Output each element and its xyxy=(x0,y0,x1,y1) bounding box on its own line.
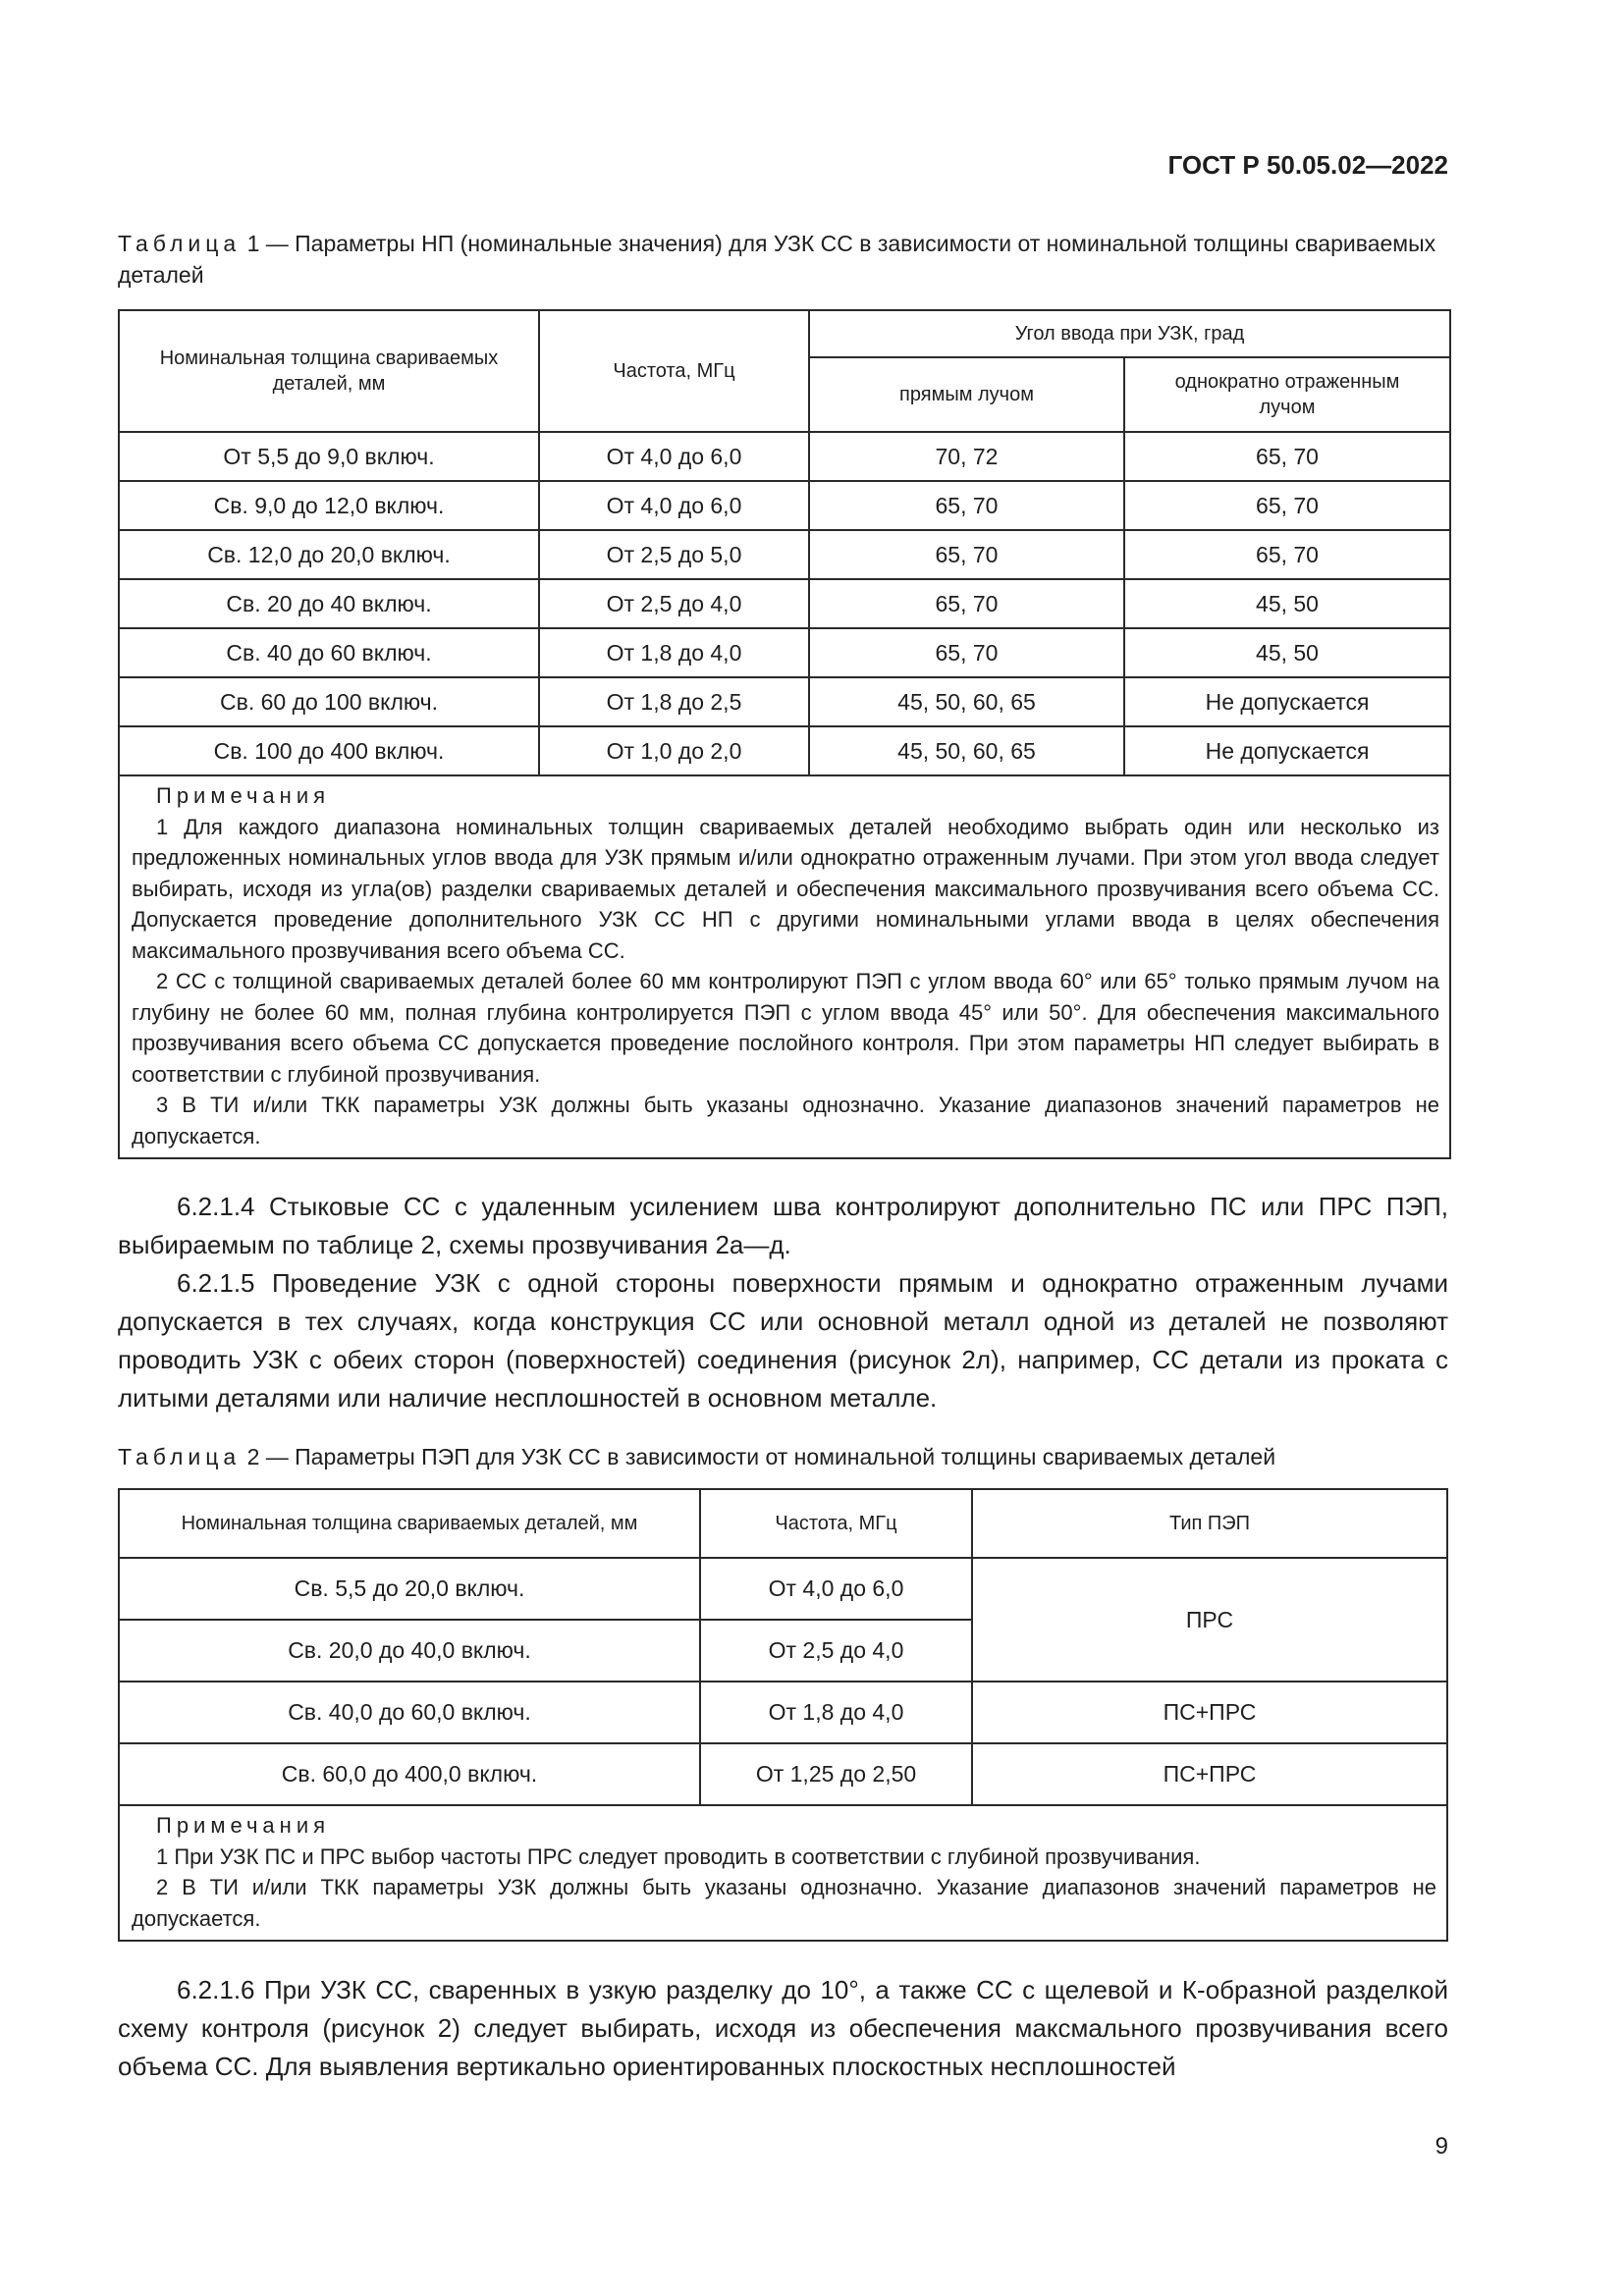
page-number: 9 xyxy=(1435,2133,1448,2160)
table-row xyxy=(119,726,1450,775)
table-cell: 65, 70 xyxy=(1124,530,1450,579)
table-cell: От 5,5 до 9,0 включ. xyxy=(119,432,539,481)
body-text-block-1 xyxy=(118,1188,1448,1417)
table2-notes-title: Примечания xyxy=(156,1813,331,1838)
table1-notes-title: Примечания xyxy=(156,783,331,808)
document-header: ГОСТ Р 50.05.02—2022 xyxy=(1167,150,1448,180)
table-row xyxy=(119,1682,1447,1743)
table2-title: 2 — Параметры ПЭП для УЗК СС в зависимости от номинальной толщины свариваемых деталей xyxy=(241,1444,1276,1469)
table-cell: От 1,8 до 4,0 xyxy=(539,628,809,677)
table-cell: 65, 70 xyxy=(1124,481,1450,530)
table-cell: От 1,8 до 4,0 xyxy=(700,1682,972,1743)
table-row xyxy=(119,579,1450,628)
table-cell: Св. 5,5 до 20,0 включ. xyxy=(119,1558,700,1620)
table2-note-2: 2 В ТИ и/или ТКК параметры УЗК должны быть указаны однозначно. Указание диапазонов значений параметров не допускается. xyxy=(132,1875,1436,1931)
paragraph-6-2-1-4: 6.2.1.4 Стыковые СС с удаленным усилением шва контролируют дополнительно ПС или ПРС ПЭП, выбираемым по таблице 2, схемы прозвучивания 2а—д. xyxy=(118,1192,1448,1259)
table-cell: От 4,0 до 6,0 xyxy=(700,1558,972,1620)
table-cell: Св. 20 до 40 включ. xyxy=(119,579,539,628)
table-cell: ПРС xyxy=(972,1558,1447,1682)
table-row xyxy=(119,432,1450,481)
table-cell: 65, 70 xyxy=(1124,432,1450,481)
table-cell: 45, 50, 60, 65 xyxy=(809,677,1124,726)
table1-title: 1 — Параметры НП (номинальные значения) для УЗК СС в зависимости от номинальной толщины свариваемых деталей xyxy=(118,231,1436,288)
table-cell: 45, 50, 60, 65 xyxy=(809,726,1124,775)
table-cell: От 1,25 до 2,50 xyxy=(700,1743,972,1805)
table-cell: ПС+ПРС xyxy=(972,1743,1447,1805)
table-row xyxy=(119,530,1450,579)
table1-note-1: 1 Для каждого диапазона номинальных толщин свариваемых деталей необходимо выбрать один или несколько из предложенных номинальных углов ввода для УЗК прямым и/или однократно отраженным лучами. При этом угол ввода следует выбирать, исходя из угла(ов) разделки свариваемых деталей и обеспечения максимального прозвучивания всего объема СС. Допускается проведение дополнительного УЗК СС НП с другими номинальными углами ввода в целях обеспечения максимального прозвучивания всего объема СС. xyxy=(132,814,1440,963)
table-cell: От 2,5 до 4,0 xyxy=(539,579,809,628)
paragraph-6-2-1-5: 6.2.1.5 Проведение УЗК с одной стороны поверхности прямым и однократно отраженным лучами допускается в тех случаях, когда конструкция СС или основной металл одной из деталей не позволяют проводить УЗК с обеих сторон (поверхностей) соединения (рисунок 2л), например, СС детали из проката с литыми деталями или наличие несплошностей в основном металле. xyxy=(118,1268,1448,1413)
table2-note-1: 1 При УЗК ПС и ПРС выбор частоты ПРС следует проводить в соответствии с глубиной прозвучивания. xyxy=(156,1843,1201,1869)
table-cell: Св. 60,0 до 400,0 включ. xyxy=(119,1743,700,1805)
table-cell: 45, 50 xyxy=(1124,579,1450,628)
table-cell: Не допускается xyxy=(1124,677,1450,726)
table-cell: Св. 60 до 100 включ. xyxy=(119,677,539,726)
table-cell: 70, 72 xyxy=(809,432,1124,481)
table1 xyxy=(118,309,1451,1159)
table-cell: 65, 70 xyxy=(809,579,1124,628)
table-cell: ПС+ПРС xyxy=(972,1682,1447,1743)
table-cell: 65, 70 xyxy=(809,628,1124,677)
table1-label: Таблица xyxy=(118,231,242,256)
table1-header-angle: Угол ввода при УЗК, град xyxy=(809,310,1450,357)
table-cell: От 4,0 до 6,0 xyxy=(539,432,809,481)
table-row xyxy=(119,677,1450,726)
table1-header-frequency: Частота, МГц xyxy=(539,310,809,432)
body-text-block-2 xyxy=(118,1971,1448,2086)
table1-caption xyxy=(118,228,1448,291)
table2-header-thickness: Номинальная толщина свариваемых деталей, мм xyxy=(119,1489,700,1558)
table-cell: Св. 20,0 до 40,0 включ. xyxy=(119,1620,700,1682)
table1-note-2: 2 СС с толщиной свариваемых деталей более 60 мм контролируют ПЭП с углом ввода 60° или 65° только прямым лучом на глубину не более 60 мм, полная глубина контролируется ПЭП с углом ввода 45° или 50°. Для обеспечения максимального прозвучивания всего объема СС допускается проведение послойного контроля. При этом параметры НП следует выбирать в соответствии с глубиной прозвучивания. xyxy=(132,969,1440,1087)
table-row xyxy=(119,1558,1447,1620)
table1-header-direct: прямым лучом xyxy=(809,357,1124,432)
table1-notes xyxy=(119,775,1450,1158)
table-row xyxy=(119,1743,1447,1805)
table2-label: Таблица xyxy=(118,1444,242,1469)
table2-header-frequency: Частота, МГц xyxy=(700,1489,972,1558)
table-row xyxy=(119,481,1450,530)
table2 xyxy=(118,1488,1448,1942)
table2-notes xyxy=(119,1805,1447,1941)
table-row xyxy=(119,628,1450,677)
table-cell: Св. 100 до 400 включ. xyxy=(119,726,539,775)
table-cell: Св. 40 до 60 включ. xyxy=(119,628,539,677)
table-cell: От 4,0 до 6,0 xyxy=(539,481,809,530)
table1-note-3: 3 В ТИ и/или ТКК параметры УЗК должны быть указаны однозначно. Указание диапазонов значений параметров не допускается. xyxy=(132,1093,1440,1148)
table-cell: От 1,0 до 2,0 xyxy=(539,726,809,775)
table2-caption xyxy=(118,1441,1448,1472)
table-cell: Св. 40,0 до 60,0 включ. xyxy=(119,1682,700,1743)
table1-header-thickness: Номинальная толщина свариваемых деталей, мм xyxy=(119,310,539,432)
paragraph-6-2-1-6: 6.2.1.6 При УЗК СС, сваренных в узкую разделку до 10°, а также СС с щелевой и К-образной разделкой схему контроля (рисунок 2) следует выбирать, исходя из обеспечения максмального прозвучивания всего объема СС. Для выявления вертикально ориентированных плоскостных несплошностей xyxy=(118,1975,1448,2081)
table-cell: Св. 12,0 до 20,0 включ. xyxy=(119,530,539,579)
table-cell: Не допускается xyxy=(1124,726,1450,775)
table-cell: От 1,8 до 2,5 xyxy=(539,677,809,726)
table-cell: От 2,5 до 5,0 xyxy=(539,530,809,579)
table2-header-type: Тип ПЭП xyxy=(972,1489,1447,1558)
table-cell: Св. 9,0 до 12,0 включ. xyxy=(119,481,539,530)
table-cell: 65, 70 xyxy=(809,530,1124,579)
table-cell: От 2,5 до 4,0 xyxy=(700,1620,972,1682)
table-cell: 65, 70 xyxy=(809,481,1124,530)
table1-header-reflected: однократно отраженным лучом xyxy=(1124,357,1450,432)
table-cell: 45, 50 xyxy=(1124,628,1450,677)
